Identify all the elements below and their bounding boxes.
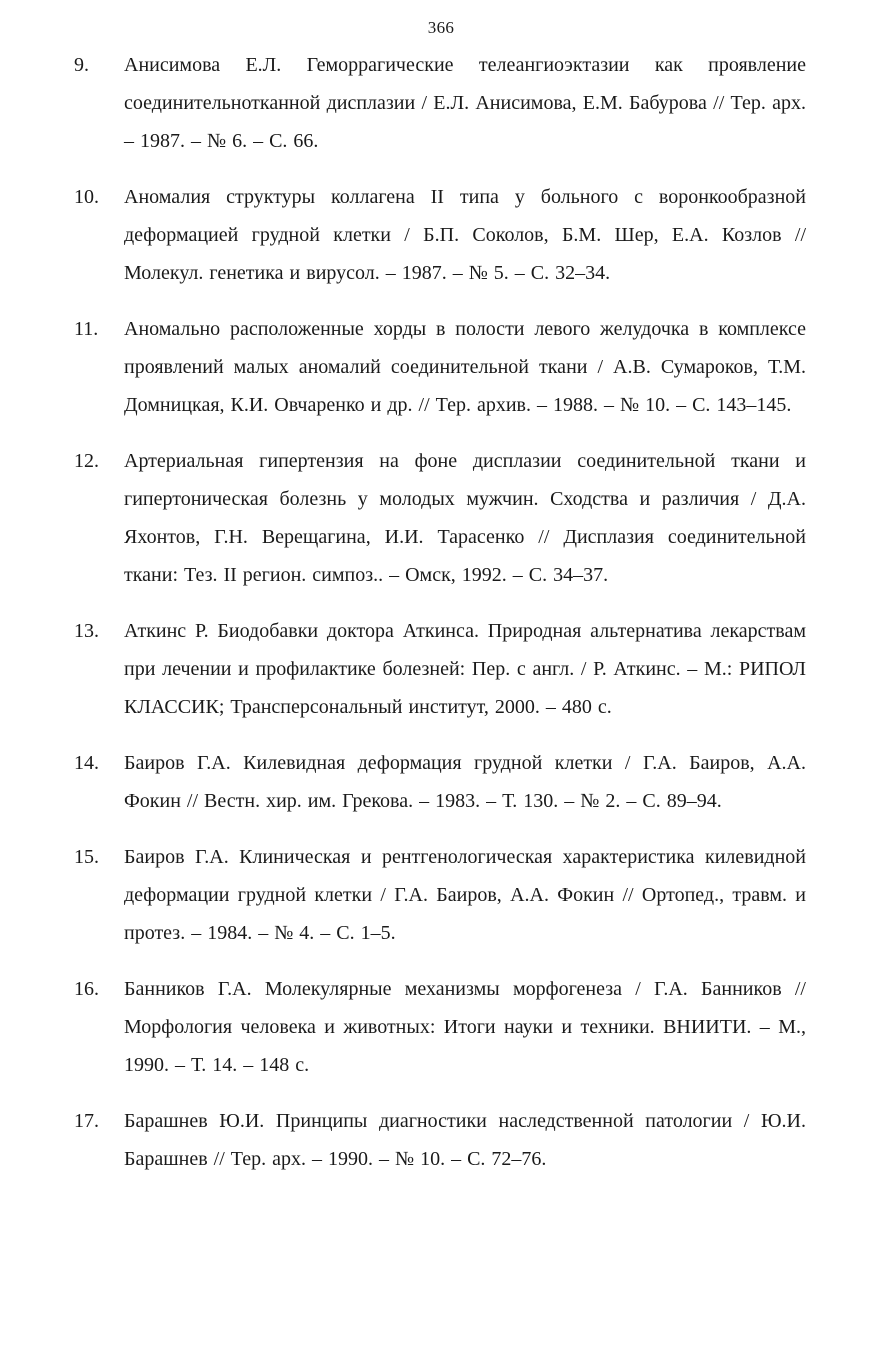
reference-item [0,178,882,292]
reference-text: Аномалия структуры коллагена II типа у больного с воронкообразной деформацией грудной клетки / Б.П. Соколов, Б.М. Шер, Е.А. Козлов // Молекул. генетика и вирусол. – 1987. – № 5. – С. 32–34. [124,186,806,284]
reference-item [0,46,882,160]
reference-number: 14. [74,752,99,774]
reference-number: 10. [74,186,99,208]
reference-text: Анисимова Е.Л. Геморрагические телеангиоэктазии как проявление соединительнотканной дисплазии / Е.Л. Анисимова, Е.М. Бабурова // Тер. арх. – 1987. – № 6. – С. 66. [124,54,806,152]
reference-item [0,612,882,726]
reference-number: 16. [74,978,99,1000]
reference-list [0,46,882,1196]
reference-text: Аткинс Р. Биодобавки доктора Аткинса. Природная альтернатива лекарствам при лечении и профилактике болезней: Пер. с англ. / Р. Аткинс. – М.: РИПОЛ КЛАССИК; Трансперсональный институт, 2000. – 480 с. [124,620,806,718]
reference-text: Банников Г.А. Молекулярные механизмы морфогенеза / Г.А. Банников // Морфология человека и животных: Итоги науки и техники. ВНИИТИ. – М., 1990. – Т. 14. – 148 с. [124,978,806,1076]
reference-item [0,310,882,424]
reference-number: 9. [74,54,89,76]
reference-item [0,442,882,594]
reference-number: 11. [74,318,99,340]
reference-text: Аномально расположенные хорды в полости левого желудочка в комплексе проявлений малых аномалий соединительной ткани / А.В. Сумароков, Т.М. Домницкая, К.И. Овчаренко и др. // Тер. архив. – 1988. – № 10. – С. 143–145. [124,318,806,416]
reference-number: 12. [74,450,99,472]
reference-number: 15. [74,846,99,868]
reference-number: 17. [74,1110,99,1132]
reference-text: Барашнев Ю.И. Принципы диагностики наследственной патологии / Ю.И. Барашнев // Тер. арх. – 1990. – № 10. – С. 72–76. [124,1110,806,1170]
page-number: 366 [427,18,455,37]
reference-text: Баиров Г.А. Клиническая и рентгенологическая характеристика килевидной деформации грудной клетки / Г.А. Баиров, А.А. Фокин // Ортопед., травм. и протез. – 1984. – № 4. – С. 1–5. [124,846,806,944]
reference-item [0,838,882,952]
reference-item [0,1102,882,1178]
reference-item [0,744,882,820]
reference-item [0,970,882,1084]
reference-text: Баиров Г.А. Килевидная деформация грудной клетки / Г.А. Баиров, А.А. Фокин // Вестн. хир. им. Грекова. – 1983. – Т. 130. – № 2. – С. 89–94. [124,752,806,812]
reference-number: 13. [74,620,99,642]
reference-text: Артериальная гипертензия на фоне дисплазии соединительной ткани и гипертоническая болезнь у молодых мужчин. Сходства и различия / Д.А. Яхонтов, Г.Н. Верещагина, И.И. Тарасенко // Дисплазия соединительной ткани: Тез. II регион. симпоз.. – Омск, 1992. – С. 34–37. [124,450,806,586]
